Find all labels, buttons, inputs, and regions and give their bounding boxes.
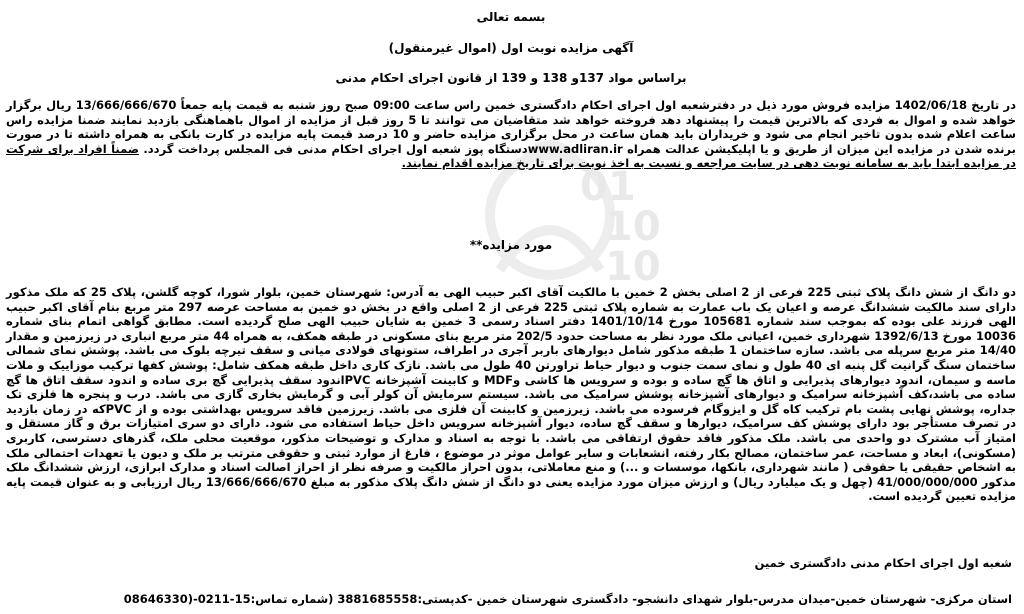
notice-title: آگهی مزایده نوبت اول (اموال غیرمنقول): [388, 41, 634, 55]
legal-basis-line: براساس مواد 137و 138 و 139 از قانون اجرای احکام مدنی: [335, 71, 687, 85]
bismillah-heading: بسمه تعالی: [476, 10, 546, 24]
intro-main-text: در تاریخ 1402/06/18 مزایده فروش مورد ذیل در دفترشعبه اول اجرای احکام دادگستری خمین راس ساعت 09:00 صبح روز شنبه به قیمت پایه جمعاً 13/666/666/670 ریال برگزار خواهد شده و اموال به فردی که بالاترین قیمت را پیشنهاد دهد فروخته خواهد شد متقاضیان می توانند تا 5 روز قبل از مزایده از اموال باهماهنگی بازدید نمایند ضمنا مزایده راس ساعت اعلام شده بدون تاخیر انجام می شود و خریداران باید همان ساعت در محل برگزاری مزایده حاضر و 10 درصد قیمت پایه مزایده در کارت بانکی به همراه داشته تا در صورت برنده شدن در مزایده این میزان از طریق و یا اپلیکیشن عدالت همراه www.adliran.irدستگاه پوز شعبه اول اجرای احکام مدنی فی المجلس پرداخت گردد.: [6, 98, 1017, 156]
svg-text:01: 01: [580, 164, 636, 210]
svg-text:10: 10: [605, 244, 661, 290]
svg-text:10: 10: [605, 204, 661, 250]
intro-paragraph: [6, 98, 1016, 171]
auction-subject-heading: مورد مزایده**: [469, 238, 553, 252]
signer-office: شعبه اول اجرای احکام مدنی دادگستری خمین: [754, 556, 1012, 570]
property-description: دو دانگ از شش دانگ پلاک ثبتی 225 فرعی از 2 اصلی بخش 2 خمین با مالکیت آقای اکبر حبیب الهی به آدرس: شهرستان خمین، بلوار شورا، کوچه گلشن، پلاک 25 که ملک مذکور دارای سند مالکیت ششدانگ عرصه و اعیان یک باب عمارت به شماره پلاک ثبتی 225 فرعی از 2 اصلی واقع در بخش دو خمین به مساحت عرصه 297 متر مربع بنام آقای اکبر حبیب الهی فرزند علی بوده که بموجب سند شماره 105681 مورخ 1401/10/14 دفتر اسناد رسمی 3 خمین به شایان حبیب الهی صلح گردیده است. مطابق گواهی اتمام بنای شماره 10036 مورخ 1392/6/13 شهرداری خمین، اعیانی ملک مورد نظر به مساحت حدود 202/5 متر مربع بنای مسکونی در طبقه همکف، به همراه 44 متر مربع انباری در زیرزمین و مقدار 14/40 متر مربع سرپله می باشد. سازه ساختمان 1 طبقه مذکور شامل دیوارهای باربر آجری در اطراف، ستونهای فولادی میانی و سقف تیرچه بلوک می باشد. پوشش نمای شمالی ساختمان سنگ گرانیت گل پنبه ای 40 طول و نمای سمت جنوب و دیوار حیاط تراورتن 40 طول می باشد. نازک کاری داخل طبقه همکف شامل: پوشش کفها ترکیب موزاییک و ملات ماسه و سیمان، اندود دیوارهای پذیرایی و اتاق ها گچ ساده و بوده و سرویس ها کاشی وMDF و کابینت آشپزخانه PVCاندود سقف پذیرایی گچ بری ساده و اندود سقف اتاق ها گچ ساده می باشد،کف آشپزخانه سرامیک و دیوارهای آشپزخانه پوشش سرامیک می باشد. سیستم سرمایش آن کولر آبی و گرمایش بخاری گازی می باشد. درب و پنجره ها فلزی تک جداره، پوشش نهایی پشت بام ترکیب کاه گل و ایزوگام فرسوده می باشد. زیرزمین و کابینت آن فلزی می باشد. زیرزمین فاقد سرویس بهداشتی بوده و از PVCکه در زمان بازدید در تصرف مستأجر بود دارای پوشش کف سرامیک، دیوارها و سقف گچ ساده، دیوار آشپزخانه سرویس داخل حیاط استفاده می شود. دارای دو سری امتیازات برق و گاز مستقل و امتیاز آب مشترک دو واحدی می باشد. ملک مذکور فاقد حقوق ارتفاقی می باشد. با توجه به اسناد و مدارک و توضیحات مذکور، موقعیت محلی ملک، گذرهای دسترسی، کاربری (مسکونی)، ابعاد و مساحت، عمر ساختمان، مصالح بکار رفته، انشعابات و سایر عوامل موثر در موضوع ، فارغ از موارد ثبتی و حقوقی مترتب بر ملک و دیون یا تعهدات احتمالی ملک به اشخاص حقیقی یا حقوقی ( مانند شهرداری، بانکها، موسسات و ...) و منع معاملاتی، بدون احراز مالکیت و صرفه نظر از احراز اصالت اسناد و مدارک ابرازی، ارزش ششدانگ ملک مذکور 41/000/000/000 (چهل و یک میلیارد ریال) و ارزش میزان مورد مزایده یعنی دو دانگ از شش دانگ پلاک مذکور به مبلغ 13/666/666/670 ریال ارزیابی و به عنوان قیمت پایه مزایده تعیین گردیده است.: [6, 285, 1017, 504]
intro-underlined-text: ضمناً افراد برای شرکت در مزایده ابتدا باید به سامانه نوبت دهی در سایت مراجعه و نسبت به اخذ نوبت برای تاریخ مزایده اقدام نمایند.: [6, 141, 1016, 171]
office-address: استان مرکزی- شهرستان خمین-میدان مدرس-بلوار شهدای دانشجو- دادگستری شهرستان خمین -کدپستی:3881685558 (شماره تماس:15-0211-(08646330: [123, 592, 1012, 606]
